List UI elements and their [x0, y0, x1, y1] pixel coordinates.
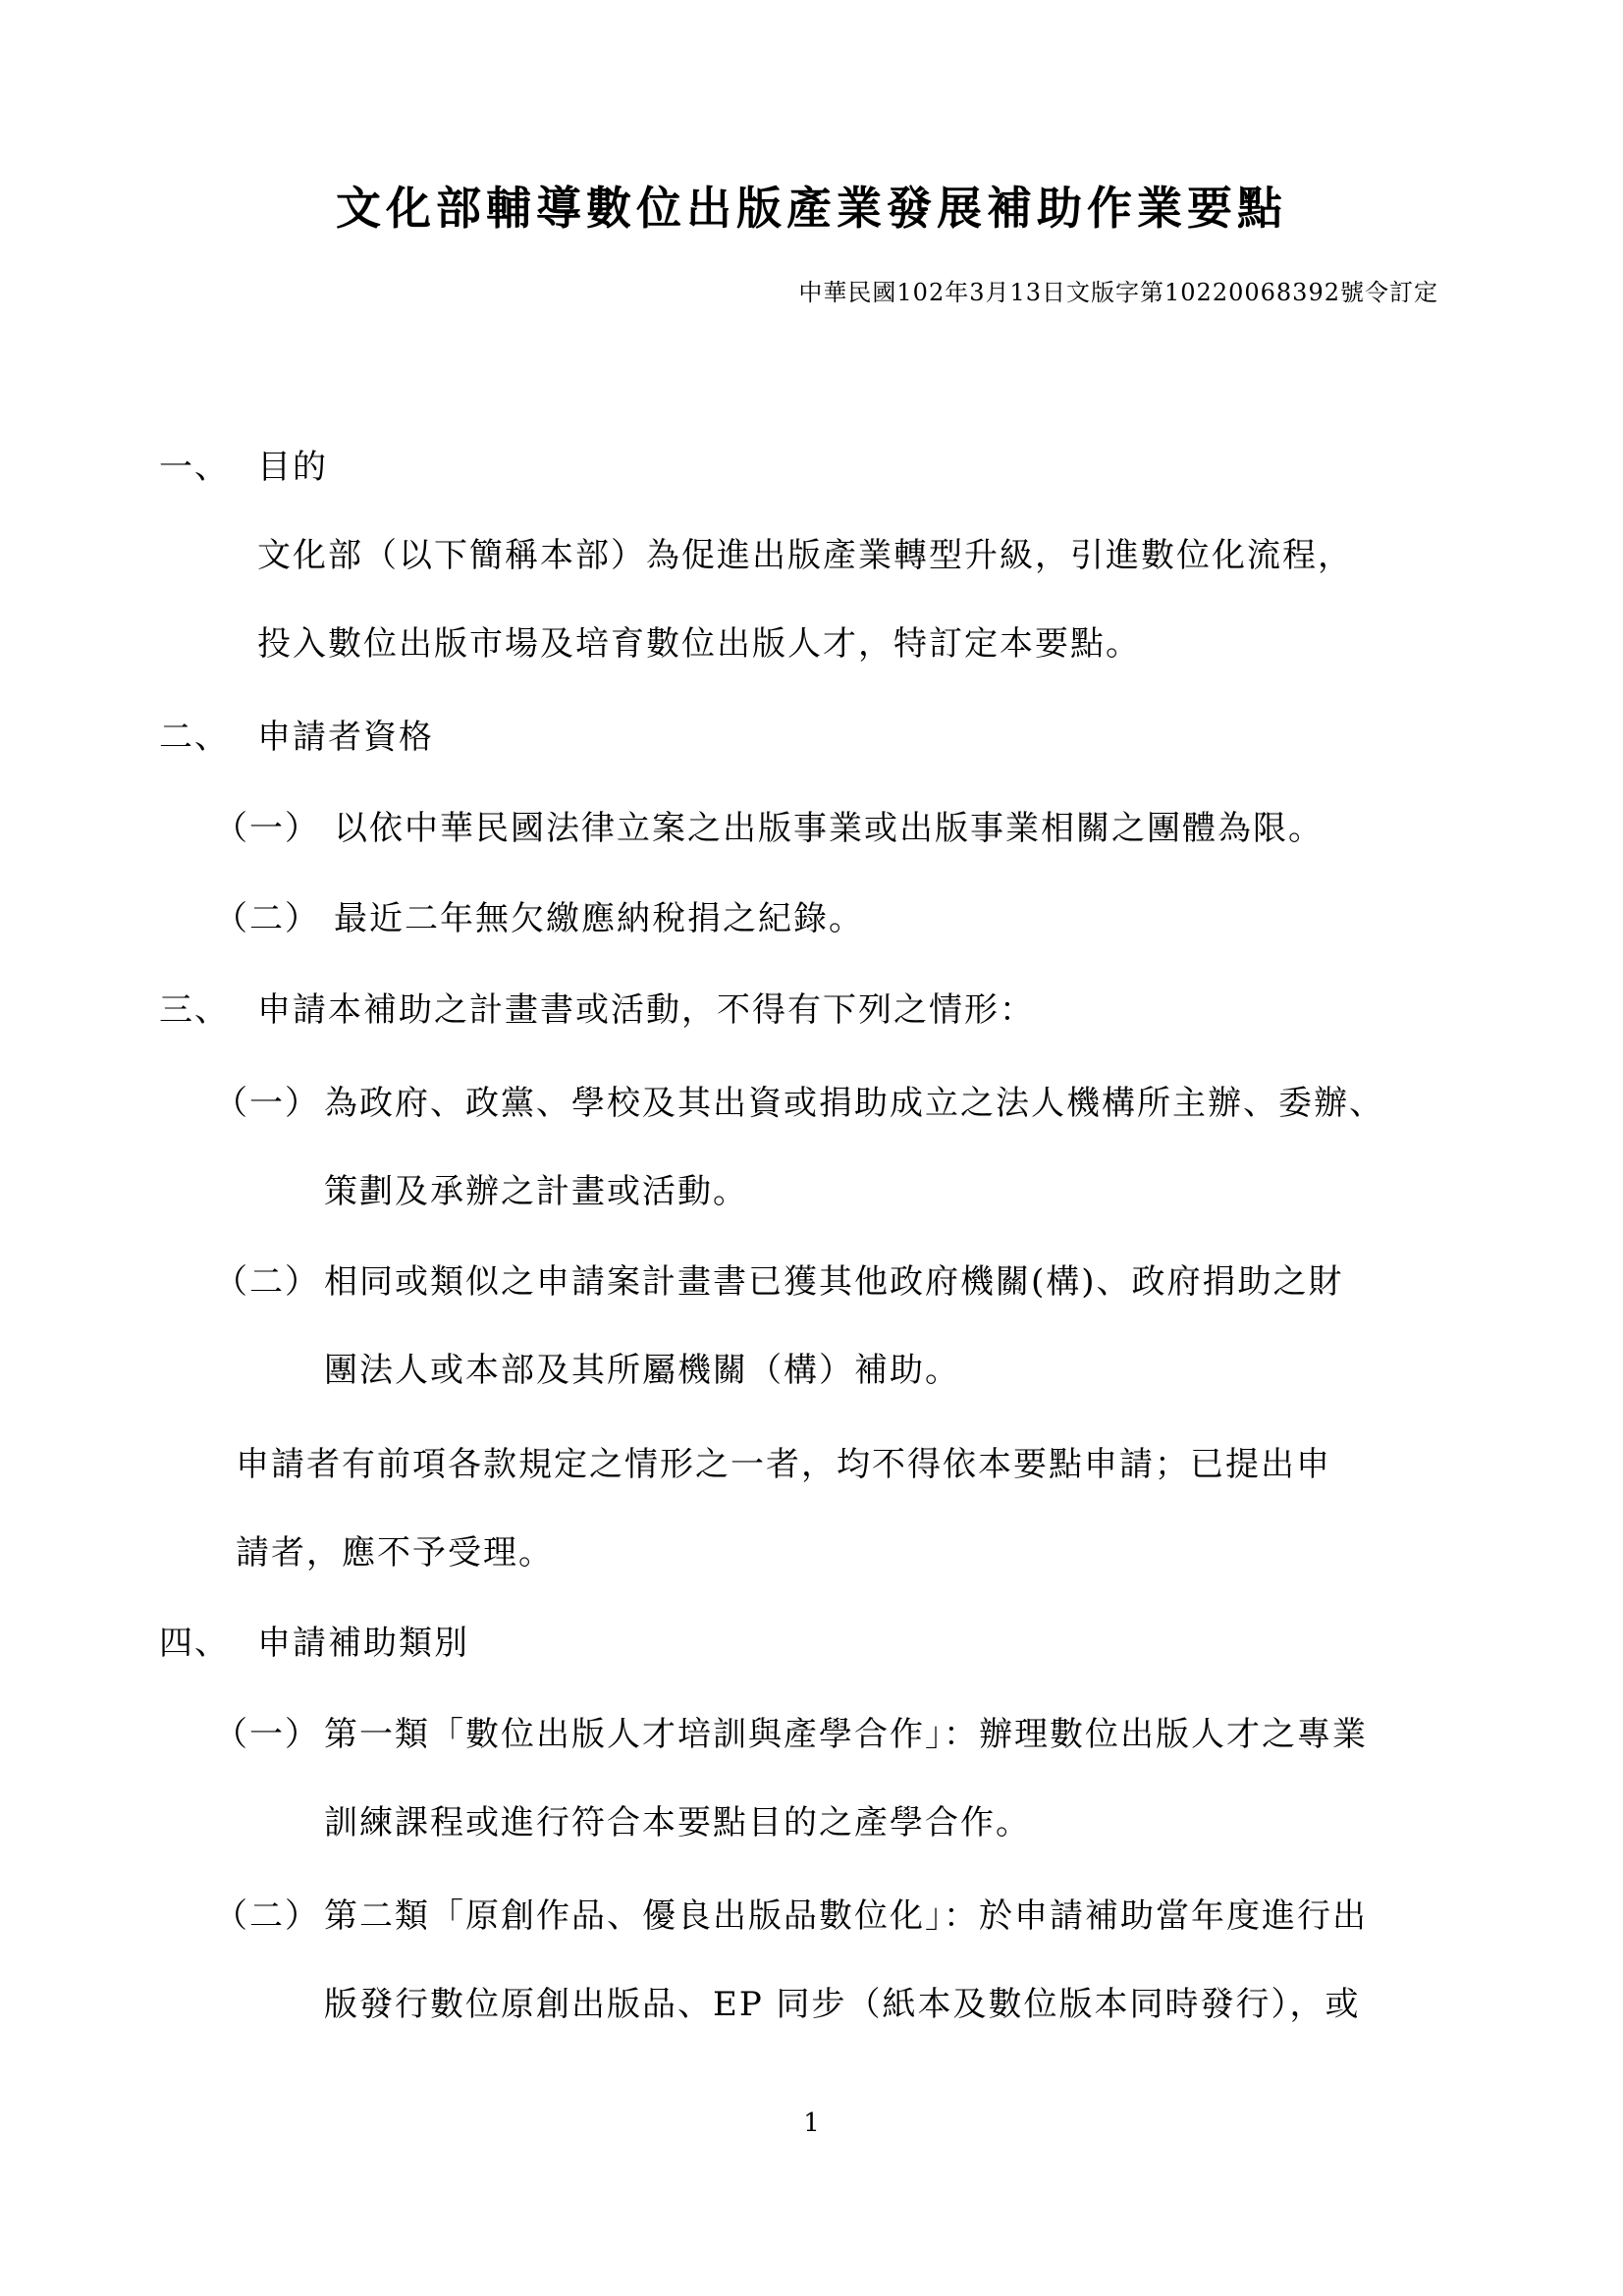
- item-number: （一）: [214, 1715, 320, 1754]
- item-text-line: 版發行數位原創出版品、EP 同步（紙本及數位版本同時發行），或: [324, 1985, 1361, 2024]
- item-text: 最近二年無欠繳應納稅捐之紀錄。: [334, 899, 864, 938]
- section-body-line: 文化部（以下簡稱本部）為促進出版產業轉型升級，引進數位化流程，: [257, 536, 1353, 575]
- section-number: 三、: [159, 990, 230, 1030]
- item-text-line: 團法人或本部及其所屬機關（構）補助。: [324, 1351, 960, 1390]
- section-number: 二、: [159, 718, 230, 757]
- item-text-line: 訓練課程或進行符合本要點目的之產學合作。: [324, 1803, 1031, 1842]
- item-text-line: 為政府、政黨、學校及其出資或捐助成立之法人機構所主辦、委辦、: [324, 1084, 1384, 1123]
- document-title: 文化部輔導數位出版產業發展補助作業要點: [336, 182, 1287, 235]
- section-heading: 申請本補助之計畫書或活動，不得有下列之情形：: [257, 990, 1035, 1030]
- section-body-line: 投入數位出版市場及培育數位出版人才，特訂定本要點。: [257, 624, 1141, 664]
- item-text-line: 相同或類似之申請案計畫書已獲其他政府機關(構)、政府捐助之財: [324, 1262, 1344, 1302]
- item-number: （二）: [214, 1896, 320, 1936]
- item-number: （一）: [214, 809, 320, 848]
- item-number: （二）: [214, 899, 320, 938]
- section-note-line: 申請者有前項各款規定之情形之一者，均不得依本要點申請；已提出申: [236, 1445, 1331, 1484]
- section-number: 四、: [159, 1624, 230, 1663]
- section-number: 一、: [159, 448, 230, 487]
- item-text-line: 第二類「原創作品、優良出版品數位化」：於申請補助當年度進行出: [324, 1896, 1368, 1936]
- item-number: （一）: [214, 1084, 320, 1123]
- section-note-line: 請者，應不予受理。: [236, 1533, 554, 1573]
- page-number: 1: [803, 2109, 820, 2138]
- item-text-line: 策劃及承辦之計畫或活動。: [324, 1172, 748, 1211]
- enactment-note: 中華民國102年3月13日文版字第10220068392號令訂定: [798, 279, 1438, 306]
- section-heading: 申請者資格: [257, 718, 434, 757]
- section-heading: 目的: [257, 448, 328, 487]
- item-text-line: 第一類「數位出版人才培訓與產學合作」：辦理數位出版人才之專業: [324, 1715, 1368, 1754]
- section-heading: 申請補助類別: [257, 1624, 469, 1663]
- item-text: 以依中華民國法律立案之出版事業或出版事業相關之團體為限。: [334, 809, 1324, 848]
- item-number: （二）: [214, 1262, 320, 1302]
